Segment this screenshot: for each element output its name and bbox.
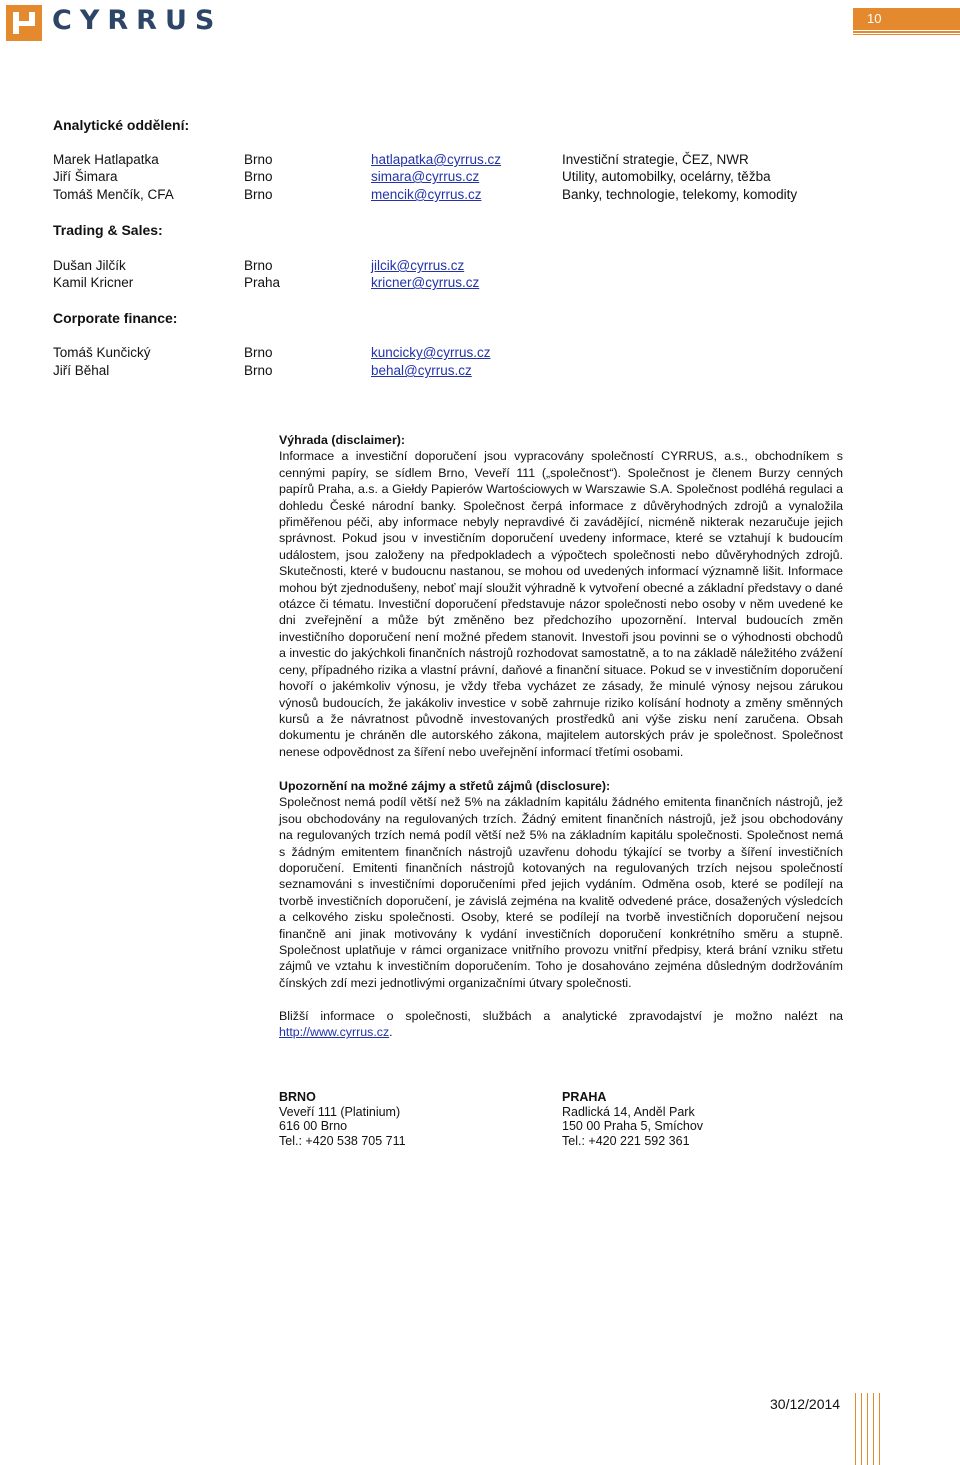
office-street: Veveří 111 (Platinium) — [279, 1104, 401, 1119]
contact-name: Jiří Běhal — [53, 363, 110, 378]
contact-name: Marek Hatlapatka — [53, 152, 159, 167]
office-phone: Tel.: +420 538 705 711 — [279, 1133, 406, 1148]
contact-email-link[interactable]: kricner@cyrrus.cz — [371, 275, 480, 290]
contact-focus: Banky, technologie, telekomy, komodity — [562, 187, 798, 202]
page-number: 10 — [853, 8, 960, 30]
disclosure-block — [279, 778, 843, 991]
more-info-block — [279, 1008, 843, 1041]
office-postcode: 616 00 Brno — [279, 1119, 348, 1134]
contact-name: Tomáš Kunčický — [53, 345, 151, 360]
contact-city: Brno — [244, 152, 273, 167]
contact-city: Brno — [244, 169, 273, 184]
contact-city: Brno — [244, 363, 273, 378]
brand-name: CYRRUS — [52, 5, 223, 36]
header-rule-thin — [853, 34, 960, 35]
office-city: BRNO — [279, 1090, 316, 1104]
disclosure-title: Upozornění na možné zájmy a střetů zájmů (disclosure): — [279, 779, 611, 793]
disclaimer-text: Informace a investiční doporučení jsou vypracovány společností CYRRUS, a.s., obchodníkem s cennými papíry, se sídlem Brno, Veveří 111 („společnost“). Společnost je členem Burzy cenných papírů Praha, a.s. a Giełdy Papierów Wartościowych w Warszawie S.A. Společnost podléhá regulaci a dohledu České národní banky. Společnost čerpá informace z důvěryhodných zdrojů a vynaložila přiměřenou péči, aby informace nebyly nepravdivé či zavádějící, nicméně nikterak nezaručuje jejich správnost. Pokud jsou v investičním doporučení uvedeny informace, které se vztahují k budoucím událostem, jsou založeny na předpokladech a výpočtech společnosti nebo důvěryhodných zdrojů. Skutečnosti, které v budoucnu nastanou, se mohou od uvedených informací významně lišit. Informace mohou být zjednodušeny, neboť mají sloužit výhradně k vytvoření obecné a základní představy o dané otázce či tématu. Investiční doporučení představuje názor společnosti nebo osoby v něm uvedené ke dni zveřejnění a může být změněno bez předchozího upozornění. Interval budoucích změn investičního doporučení není možné předem stanovit. Investoři jsou povinni se o výhodnosti obchodů a investic do jakýchkoli finančních nástrojů rozhodovat samostatně, a to na základě náležitého zvážení ceny, případného rizika a vlastní právní, daňové a finanční situace. Pokud se v investičním doporučení hovoří o jakémkoliv výnosu, je vždy třeba vycházet ze zásady, že minulé výnosy nejsou zárukou výnosů budoucích, že jakákoliv investice v sobě zahrnuje riziko kolísání hodnoty a změny směnných kursů a že návratnost původně investovaných prostředků ani výše zisku není zaručena. Obsah dokumentu je chráněn dle autorského zákona, majitelem autorských práv je společnost. Společnost nenese odpovědnost za šíření nebo uveřejnění informací třetími osobami. — [279, 449, 843, 759]
more-info-paragraph — [279, 1008, 843, 1041]
section-title-corporate-finance: Corporate finance: — [53, 310, 178, 326]
cyrrus-logo-icon — [6, 5, 42, 41]
header-rule — [853, 31, 960, 33]
contact-focus: Utility, automobilky, ocelárny, těžba — [562, 169, 771, 184]
contact-name: Dušan Jilčík — [53, 258, 126, 273]
office-praha — [562, 1090, 703, 1148]
office-brno — [279, 1090, 406, 1148]
disclaimer-block — [279, 432, 843, 760]
contact-email-link[interactable]: simara@cyrrus.cz — [371, 169, 480, 184]
contact-city: Brno — [244, 187, 273, 202]
disclaimer-title: Výhrada (disclaimer): — [279, 433, 406, 447]
section-title-trading: Trading & Sales: — [53, 222, 163, 238]
office-city: PRAHA — [562, 1090, 607, 1104]
contact-row — [53, 169, 933, 187]
contact-name: Kamil Kricner — [53, 275, 134, 290]
contact-row — [53, 258, 933, 276]
contact-row — [53, 363, 933, 381]
contact-city: Brno — [244, 345, 273, 360]
contact-row — [53, 152, 933, 170]
office-phone: Tel.: +420 221 592 361 — [562, 1133, 690, 1148]
more-info-text: Bližší informace o společnosti, službách a analytické zpravodajství je možno nalézt na — [279, 1009, 843, 1023]
contact-email-link[interactable]: hatlapatka@cyrrus.cz — [371, 152, 502, 167]
office-street: Radlická 14, Anděl Park — [562, 1104, 695, 1119]
contact-name: Tomáš Menčík, CFA — [53, 187, 174, 202]
contact-name: Jiří Šimara — [53, 169, 118, 184]
contact-city: Praha — [244, 275, 281, 290]
contact-email-link[interactable]: behal@cyrrus.cz — [371, 363, 472, 378]
website-link[interactable]: http://www.cyrrus.cz — [279, 1025, 390, 1040]
contact-row — [53, 187, 933, 205]
contact-email-link[interactable]: mencik@cyrrus.cz — [371, 187, 482, 202]
more-info-suffix: . — [389, 1025, 393, 1040]
contact-focus: Investiční strategie, ČEZ, NWR — [562, 152, 749, 167]
contact-row — [53, 275, 933, 293]
contact-email-link[interactable]: jilcik@cyrrus.cz — [371, 258, 465, 273]
disclosure-text: Společnost nemá podíl větší než 5% na základním kapitálu žádného emitenta finančních nástrojů, jež jsou obchodovány na regulovaných trzích. Žádný emitent finančních nástrojů, jež jsou obchodovány na regulovaných trzích nemá podíl větší než 5% na základním kapitálu společnosti. Společnost nemá s žádným emitentem finančních nástrojů uzavřenu dohodu týkající se tvorby a šíření investičních doporučení. Emitenti finančních nástrojů kotovaných na regulovaných trzích nejsou společností seznamováni s investičními doporučeními před jejich vydáním. Odměna osob, které se podílejí na tvorbě investičních doporučení, je závislá zejména na kvalitě odvedené práce, dosažených výsledcích a celkového zisku společnosti. Osoby, které se podílejí na tvorbě investičních doporučení nejsou finančně ani jinak motivovány k vydání investičních doporučení konkrétního směru a stupně. Společnost uplatňuje v rámci organizace vnitřního provozu vnitřní předpisy, která brání vzniku střetu zájmů ve vztahu k investičním doporučením. Toho je dosahováno zejména důsledným dodržováním čínských zdí mezi jednotlivými organizačními útvary společnosti. — [279, 795, 843, 990]
contact-row — [53, 345, 933, 363]
footer-date: 30/12/2014 — [770, 1396, 841, 1412]
contact-email-link[interactable]: kuncicky@cyrrus.cz — [371, 345, 491, 360]
footer-decoration — [855, 1393, 885, 1465]
section-title-analytics: Analytické oddělení: — [53, 117, 190, 133]
office-postcode: 150 00 Praha 5, Smíchov — [562, 1119, 704, 1134]
contact-city: Brno — [244, 258, 273, 273]
